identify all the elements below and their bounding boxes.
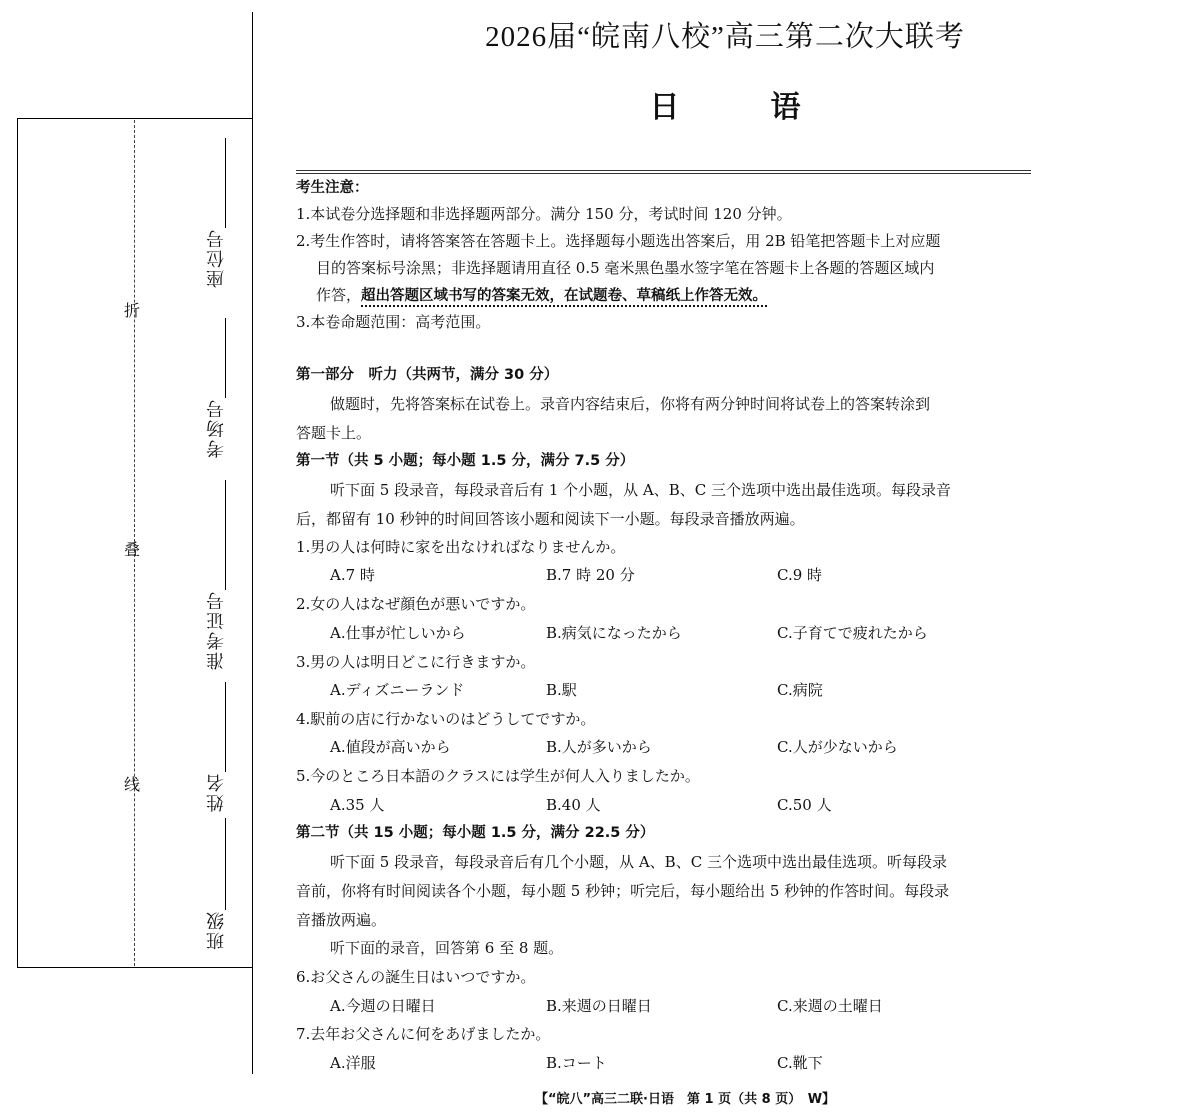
q7-option-a: A.洋服 — [330, 1054, 376, 1072]
exam-room-field[interactable] — [205, 318, 229, 458]
fold-char-1: 折 — [124, 301, 141, 320]
name-field[interactable] — [205, 682, 229, 812]
notice-item-2-line-3 — [316, 288, 767, 304]
q1-option-a: A.7 時 — [330, 566, 375, 584]
part1-intro-line-1: 做题时，先将答案标在试卷上。录音内容结束后，你将有两分钟时间将试卷上的答案转涂到 — [330, 395, 931, 413]
part1-intro-line-2: 答题卡上。 — [296, 424, 372, 442]
header-rule-2 — [296, 173, 1031, 174]
seat-number-blank — [225, 138, 226, 228]
section2-sub-intro: 听下面的录音，回答第 6 至 8 题。 — [330, 939, 564, 957]
q6-option-b: B.来週の日曜日 — [546, 997, 652, 1015]
section1-heading: 第一节（共 5 小题；每小题 1.5 分，满分 7.5 分） — [296, 453, 635, 469]
section2-intro-line-2: 音前，你将有时间阅读各个小题，每小题 5 秒钟；听完后，每小题给出 5 秒钟的作答时间。每段录 — [296, 882, 950, 900]
section2-intro-line-3: 音播放两遍。 — [296, 911, 387, 929]
question-1: 1.男の人は何時に家を出なければなりませんか。 — [296, 538, 626, 556]
question-4: 4.駅前の店に行かないのはどうしてですか。 — [296, 710, 596, 728]
name-label: 姓名 — [206, 772, 227, 812]
q2-option-a: A.仕事が忙しいから — [330, 624, 466, 642]
question-2: 2.女の人はなぜ顔色が悪いですか。 — [296, 595, 536, 613]
q6-option-c: C.来週の土曜日 — [777, 997, 883, 1015]
q5-option-c: C.50 人 — [777, 796, 832, 814]
class-field[interactable] — [205, 818, 229, 950]
q1-option-c: C.9 時 — [777, 566, 823, 584]
question-3: 3.男の人は明日どこに行きますか。 — [296, 653, 536, 671]
question-6: 6.お父さんの誕生日はいつですか。 — [296, 968, 536, 986]
section1-intro-line-2: 后，都留有 10 秒钟的时间回答该小题和阅读下一小题。每段录音播放两遍。 — [296, 510, 805, 528]
q2-option-b: B.病気になったから — [546, 624, 682, 642]
question-7: 7.去年お父さんに何をあげましたか。 — [296, 1025, 551, 1043]
admission-ticket-label: 准考证号 — [206, 590, 227, 670]
section1-intro-line-1: 听下面 5 段录音，每段录音后有 1 个小题，从 A、B、C 三个选项中选出最佳选项。每段录音 — [330, 481, 952, 499]
fold-char-3: 线 — [124, 775, 141, 794]
seat-number-field[interactable] — [205, 138, 229, 288]
question-5: 5.今のところ日本語のクラスには学生が何人入りましたか。 — [296, 767, 700, 785]
notice-item-3: 3.本卷命题范围：高考范围。 — [296, 313, 491, 331]
q3-option-b: B.駅 — [546, 681, 577, 699]
seat-number-label: 座位号 — [206, 228, 227, 288]
q5-option-b: B.40 人 — [546, 796, 601, 814]
fold-char-2: 叠 — [124, 540, 141, 559]
exam-room-label: 考场号 — [206, 398, 227, 458]
class-label: 班级 — [206, 910, 227, 950]
notice-emphasis: 超出答题区域书写的答案无效，在试题卷、草稿纸上作答无效。 — [361, 288, 768, 304]
exam-title: 2026届“皖南八校”高三第二次大联考 — [485, 21, 965, 53]
margin-top-rule — [17, 118, 253, 119]
q2-option-c: C.子育てで疲れたから — [777, 624, 928, 642]
q6-option-a: A.今週の日曜日 — [330, 997, 436, 1015]
notice-heading: 考生注意： — [296, 180, 369, 196]
notice-item-2-line-2: 目的答案标号涂黑；非选择题请用直径 0.5 毫米黑色墨水签字笔在答题卡上各题的答题区域内 — [316, 259, 935, 277]
margin-bottom-rule — [17, 967, 253, 968]
notice-item-2-line-1: 2.考生作答时，请将答案答在答题卡上。选择题每小题选出答案后，用 2B 铅笔把答题卡上对应题 — [296, 232, 941, 250]
subject-title — [255, 82, 1195, 126]
notice-item-2-line-3-plain: 作答， — [316, 286, 362, 304]
q4-option-c: C.人が少ないから — [777, 738, 898, 756]
notice-item-1: 1.本试卷分选择题和非选择题两部分。满分 150 分，考试时间 120 分钟。 — [296, 205, 792, 223]
part1-heading: 第一部分 听力（共两节，满分 30 分） — [296, 367, 559, 383]
exam-room-blank — [225, 318, 226, 398]
page-footer: 【“皖八”高三二联·日语 第 1 页（共 8 页） W】 — [534, 1092, 836, 1107]
section2-intro-line-1: 听下面 5 段录音，每段录音后有几个小题，从 A、B、C 三个选项中选出最佳选项。听每段录 — [330, 853, 947, 871]
q4-option-a: A.値段が高いから — [330, 738, 451, 756]
q1-option-b: B.7 時 20 分 — [546, 566, 635, 584]
subject-char-1: 日 — [649, 90, 680, 125]
q5-option-a: A.35 人 — [330, 796, 385, 814]
admission-ticket-field[interactable] — [205, 480, 229, 670]
q3-option-c: C.病院 — [777, 681, 823, 699]
name-blank — [225, 682, 226, 772]
header-rule-1 — [296, 170, 1031, 171]
class-blank — [225, 818, 226, 910]
subject-char-2: 语 — [770, 90, 801, 125]
q7-option-c: C.靴下 — [777, 1054, 823, 1072]
q7-option-b: B.コート — [546, 1054, 607, 1072]
admission-ticket-blank — [225, 480, 226, 590]
section2-heading: 第二节（共 15 小题；每小题 1.5 分，满分 22.5 分） — [296, 825, 655, 841]
margin-border-left — [17, 118, 18, 968]
margin-border-right — [252, 12, 253, 1074]
q4-option-b: B.人が多いから — [546, 738, 652, 756]
q3-option-a: A.ディズニーランド — [330, 681, 465, 699]
